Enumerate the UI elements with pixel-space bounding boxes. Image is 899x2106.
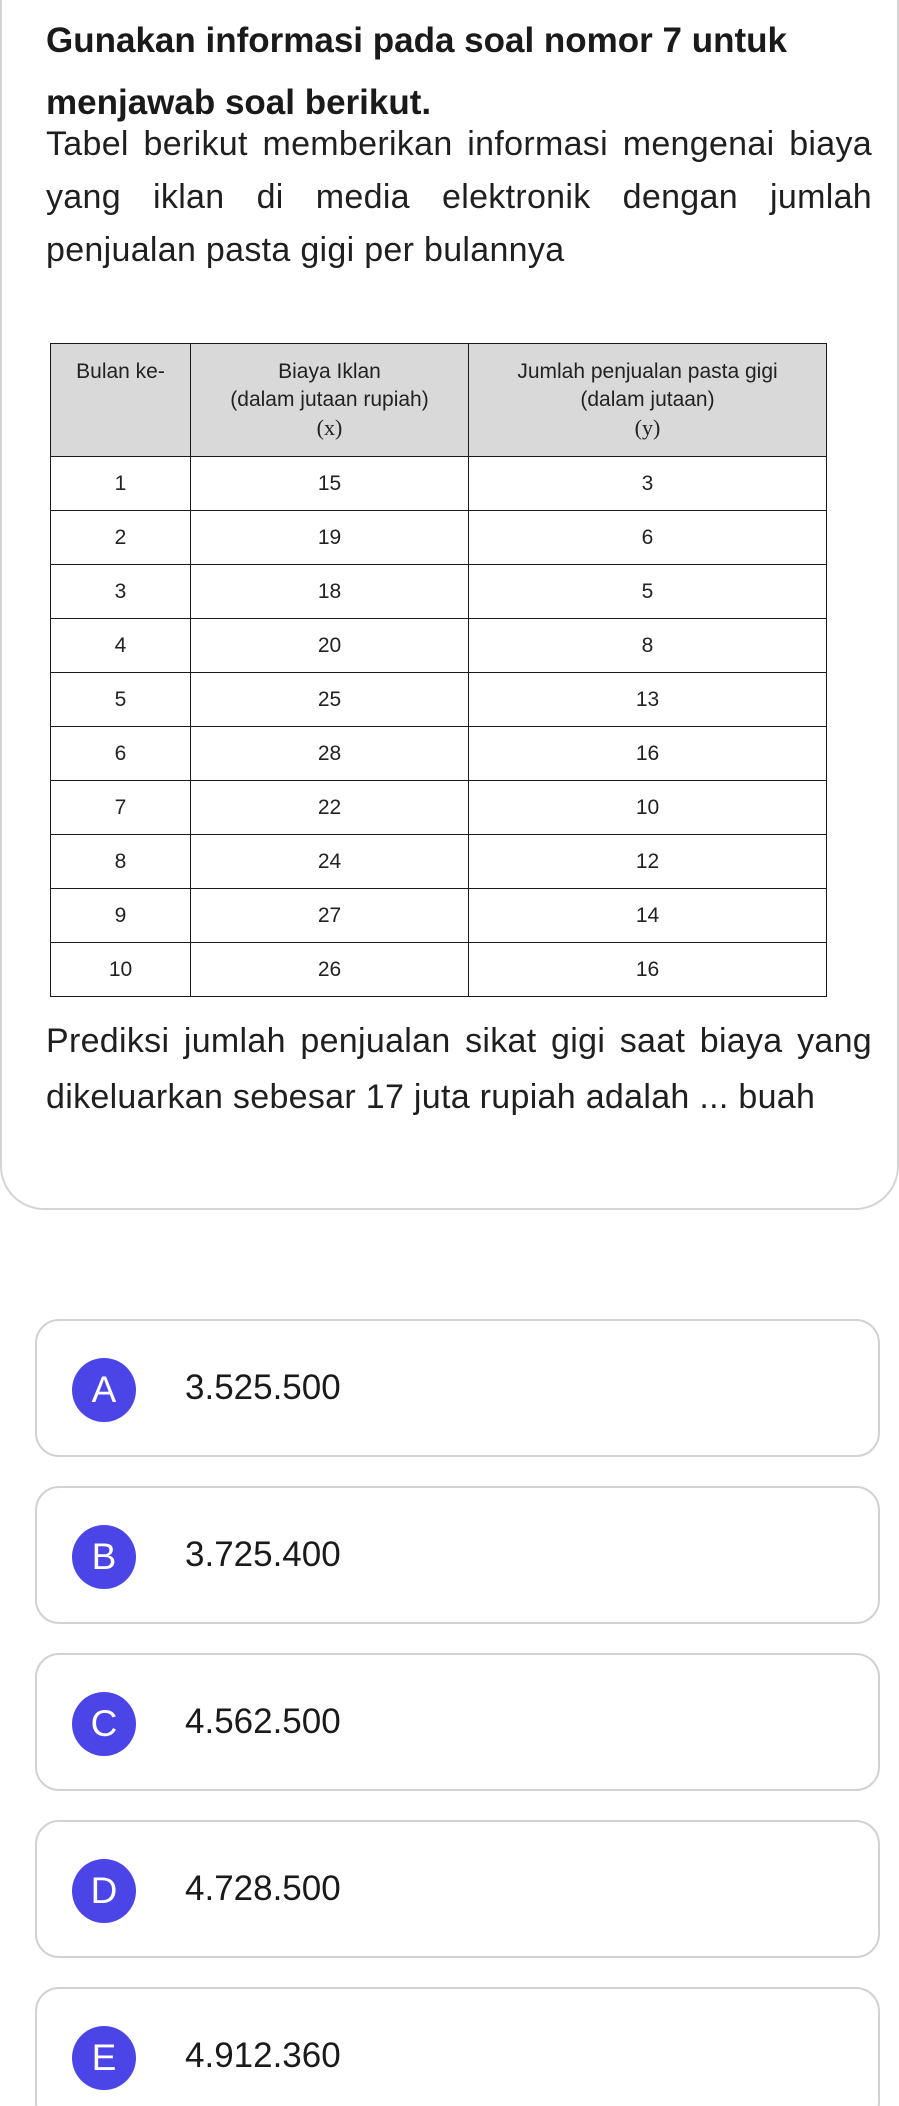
table-row — [51, 457, 827, 511]
cell-ad-cost: 19 — [191, 511, 469, 565]
option-value: 4.728.500 — [185, 1869, 341, 1908]
cell-sales: 16 — [469, 727, 827, 781]
question-prompt: Prediksi jumlah penjualan sikat gigi saat biaya yang dikeluarkan sebesar 17 juta rupiah adalah ... buah — [46, 1022, 872, 1116]
cell-sales: 14 — [469, 889, 827, 943]
header-month-label: Bulan ke- — [76, 360, 165, 383]
cell-month: 6 — [51, 727, 191, 781]
cell-month: 9 — [51, 889, 191, 943]
cell-sales: 3 — [469, 457, 827, 511]
cell-ad-cost: 18 — [191, 565, 469, 619]
option-letter-badge: E — [72, 2026, 136, 2090]
cell-sales: 6 — [469, 511, 827, 565]
table-row — [51, 619, 827, 673]
table-row — [51, 835, 827, 889]
question-intro: Tabel berikut memberikan informasi mengenai biaya yang iklan di media elektronik dengan jumlah penjualan pasta gigi per bulannya — [46, 125, 872, 269]
cell-sales: 5 — [469, 565, 827, 619]
cell-ad-cost: 22 — [191, 781, 469, 835]
cell-sales: 8 — [469, 619, 827, 673]
cell-month: 2 — [51, 511, 191, 565]
cell-month: 3 — [51, 565, 191, 619]
cell-month: 5 — [51, 673, 191, 727]
option-c[interactable] — [35, 1653, 880, 1791]
table-row — [51, 565, 827, 619]
cell-ad-cost: 28 — [191, 727, 469, 781]
header-ad-cost — [191, 344, 469, 457]
option-value: 3.725.400 — [185, 1535, 341, 1574]
cell-month: 8 — [51, 835, 191, 889]
header-ad-cost-var: (x) — [316, 415, 343, 440]
header-month — [51, 344, 191, 457]
cell-sales: 10 — [469, 781, 827, 835]
cell-month: 1 — [51, 457, 191, 511]
table-row — [51, 889, 827, 943]
data-table — [50, 343, 827, 997]
table-row — [51, 673, 827, 727]
question-title: Gunakan informasi pada soal nomor 7 untuk menjawab soal berikut. — [46, 21, 787, 122]
option-letter-badge: D — [72, 1859, 136, 1923]
header-sales — [469, 344, 827, 457]
cell-ad-cost: 20 — [191, 619, 469, 673]
cell-ad-cost: 27 — [191, 889, 469, 943]
option-value: 3.525.500 — [185, 1368, 341, 1407]
cell-month: 10 — [51, 943, 191, 997]
option-b[interactable] — [35, 1486, 880, 1624]
cell-ad-cost: 15 — [191, 457, 469, 511]
table-row — [51, 943, 827, 997]
option-a[interactable] — [35, 1319, 880, 1457]
option-value: 4.562.500 — [185, 1702, 341, 1741]
header-sales-var: (y) — [634, 415, 661, 440]
header-ad-cost-unit: (dalam jutaan rupiah) — [230, 388, 429, 411]
cell-sales: 13 — [469, 673, 827, 727]
cell-month: 4 — [51, 619, 191, 673]
option-letter-badge: B — [72, 1525, 136, 1589]
cell-sales: 16 — [469, 943, 827, 997]
header-sales-label: Jumlah penjualan pasta gigi — [517, 360, 778, 383]
header-ad-cost-label: Biaya Iklan — [278, 360, 381, 383]
option-e[interactable] — [35, 1987, 880, 2106]
option-letter-badge: C — [72, 1692, 136, 1756]
table-header-row — [51, 344, 827, 457]
table-row — [51, 781, 827, 835]
option-letter-badge: A — [72, 1358, 136, 1422]
cell-month: 7 — [51, 781, 191, 835]
cell-ad-cost: 25 — [191, 673, 469, 727]
table-row — [51, 511, 827, 565]
cell-ad-cost: 24 — [191, 835, 469, 889]
cell-sales: 12 — [469, 835, 827, 889]
table-row — [51, 727, 827, 781]
option-value: 4.912.360 — [185, 2036, 341, 2075]
cell-ad-cost: 26 — [191, 943, 469, 997]
header-sales-unit: (dalam jutaan) — [580, 388, 715, 411]
option-d[interactable] — [35, 1820, 880, 1958]
